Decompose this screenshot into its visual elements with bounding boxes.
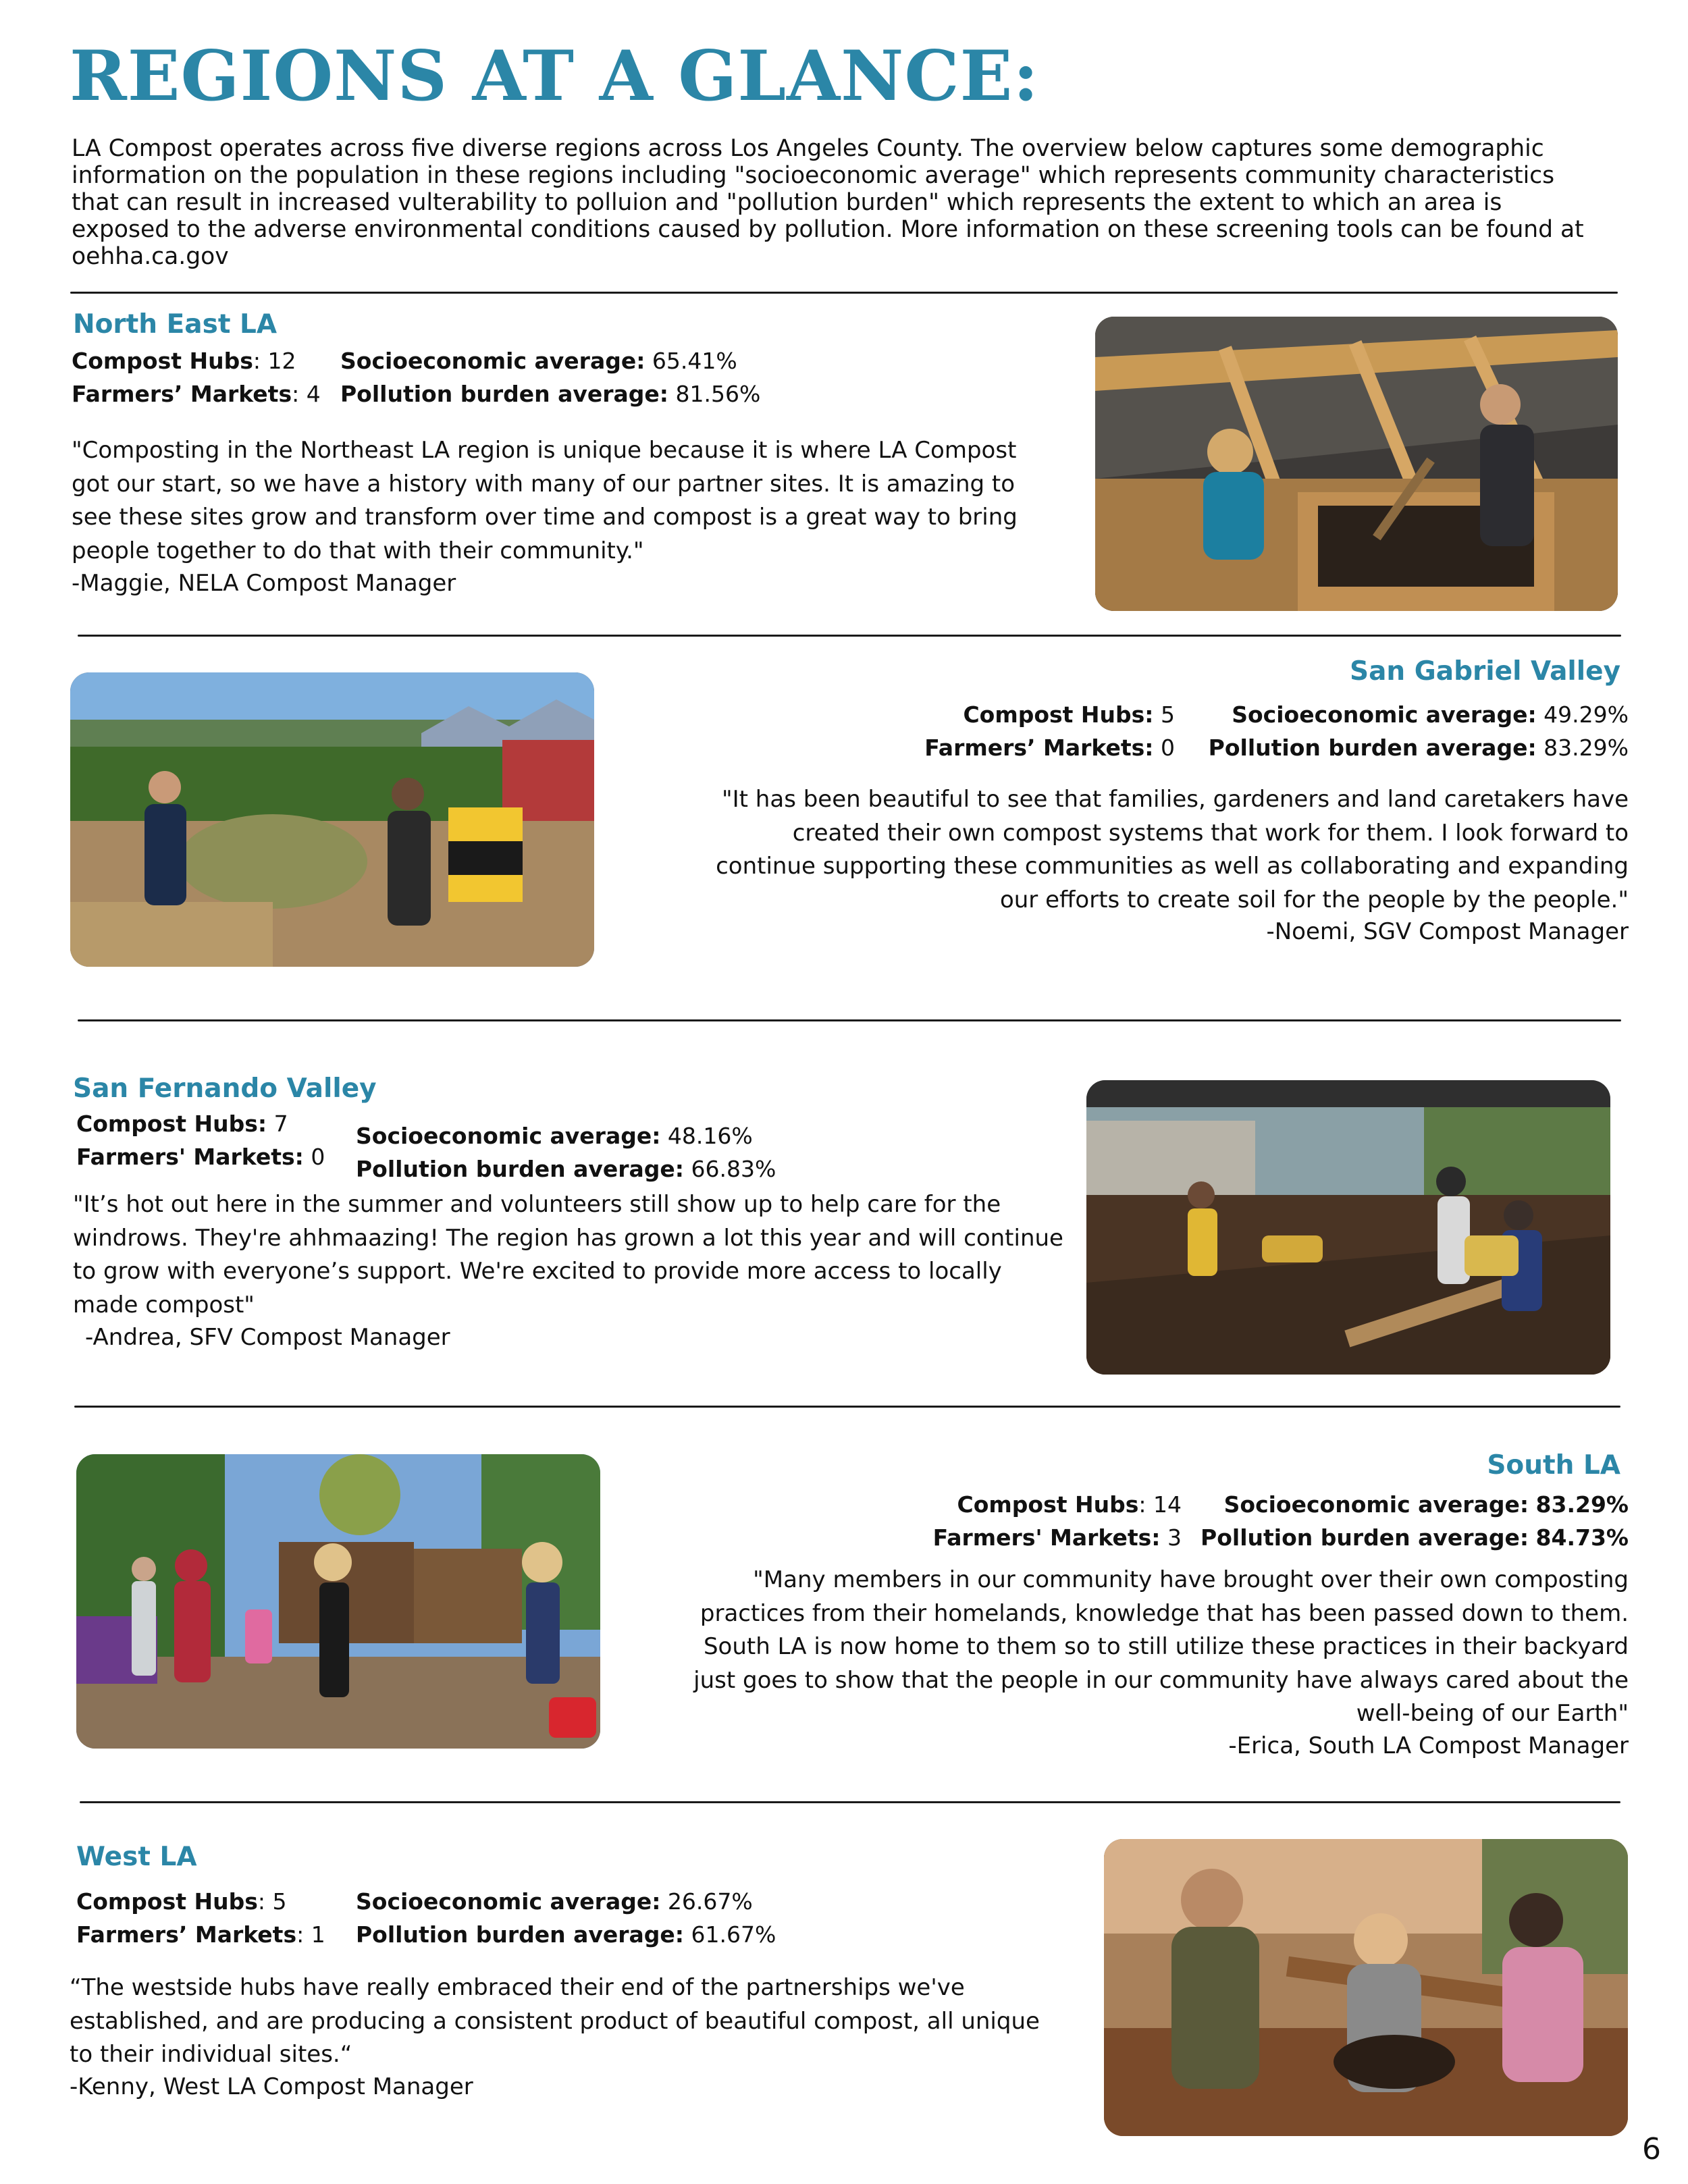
region-quote: "Composting in the Northeast LA region is unique because it is where LA Compost got our start, so we have a history with many of our partner sites. It is amazing to see these sites grow and transform over time and compost is a great way to bring people together to do that with their community." bbox=[72, 437, 1018, 564]
backyard-compost-photo bbox=[76, 1454, 600, 1749]
markets-value: 3 bbox=[1167, 1524, 1182, 1551]
region-quote: "It has been beautiful to see that families, gardeners and land caretakers have created their own compost systems that work for them. I look forward to continue supporting these communities as well as collaborating and expanding our efforts to create soil for the people by the people." bbox=[716, 786, 1629, 913]
markets-label: Farmers' Markets bbox=[932, 1524, 1152, 1551]
region-north-east-la bbox=[73, 309, 277, 341]
region-south-la bbox=[1283, 1450, 1620, 1482]
hubs-label: Compost Hubs bbox=[76, 1888, 258, 1915]
page-title: REGIONS AT A GLANCE: bbox=[70, 36, 1039, 117]
region-stats-san-gabriel-valley: Compost Hubs: 5 Farmers’ Markets: 0 bbox=[924, 701, 1175, 761]
socio-label: Socioeconomic average: bbox=[356, 1123, 661, 1149]
region-name: West LA bbox=[76, 1842, 197, 1872]
socio-label: Socioeconomic average: bbox=[356, 1888, 661, 1915]
region-name: North East LA bbox=[73, 309, 278, 340]
hubs-value: 12 bbox=[267, 348, 296, 374]
pollution-label: Pollution burden average: bbox=[1208, 735, 1537, 761]
hubs-value: 5 bbox=[272, 1888, 287, 1915]
region-quote-attribution: -Noemi, SGV Compost Manager bbox=[1266, 918, 1629, 945]
windrow-volunteers-photo bbox=[1086, 1080, 1610, 1375]
region-name: South LA bbox=[1487, 1450, 1620, 1481]
region-photo-west-la bbox=[1104, 1839, 1628, 2136]
socio-value: 48.16% bbox=[667, 1123, 753, 1149]
pollution-value: 83.29% bbox=[1544, 735, 1629, 761]
region-stats-san-fernando-valley: Compost Hubs: 7 Farmers' Markets: 0 bbox=[76, 1111, 325, 1170]
socio-label: Socioeconomic average: bbox=[1232, 701, 1537, 728]
page-number: 6 bbox=[1642, 2132, 1661, 2166]
region-quote-attribution: -Kenny, West LA Compost Manager bbox=[70, 2073, 473, 2100]
region-quote-attribution: -Erica, South LA Compost Manager bbox=[1228, 1732, 1629, 1759]
region-photo-south-la bbox=[76, 1454, 600, 1749]
pollution-label: Pollution burden average: bbox=[356, 1921, 684, 1948]
pollution-label: Pollution burden average: bbox=[1201, 1524, 1529, 1551]
region-west-la bbox=[76, 1842, 197, 1873]
pollution-value: 81.56% bbox=[675, 381, 761, 407]
garden-workers-photo bbox=[70, 672, 594, 967]
hubs-label: Compost Hubs bbox=[72, 348, 253, 374]
markets-label: Farmers’ Markets bbox=[76, 1921, 297, 1948]
sifting-compost-photo bbox=[1104, 1839, 1628, 2136]
divider bbox=[78, 635, 1621, 637]
markets-value: 4 bbox=[306, 381, 321, 407]
region-quote: "It’s hot out here in the summer and volunteers still show up to help care for the windrows. They're ahhmaazing! The region has grown a lot this year and will continue to grow with everyone’s support. We're excited to provide more access to locally made compost" bbox=[73, 1191, 1063, 1319]
socio-label: Socioeconomic average: bbox=[340, 348, 645, 374]
region-stats-north-east-la: Compost Hubs: 12 Farmers’ Markets: 4 bbox=[72, 348, 321, 407]
socio-value: 26.67% bbox=[667, 1888, 753, 1915]
divider bbox=[78, 1019, 1621, 1021]
pollution-value: 61.67% bbox=[691, 1921, 776, 1948]
intro-paragraph: LA Compost operates across five diverse regions across Los Angeles County. The overview below captures some demographic information on the population in these regions including "socioeconomic average" which represents community characteristics that can result in increased vulterability to polluion and "pollution burden" which represents the extent to which an area is exposed to the adverse environmental conditions caused by pollution. More information on these screening tools can be found at oehha.ca.gov bbox=[72, 135, 1584, 270]
region-averages-san-gabriel-valley bbox=[1182, 698, 1629, 764]
socio-value: 65.41% bbox=[652, 348, 737, 374]
compost-bin-photo bbox=[1095, 317, 1618, 611]
region-quote-attribution: -Maggie, NELA Compost Manager bbox=[72, 570, 456, 597]
socio-value: 49.29% bbox=[1544, 701, 1629, 728]
pollution-value: 84.73% bbox=[1535, 1524, 1629, 1551]
region-stats-south-la: Compost Hubs: 14 Farmers' Markets: 3 bbox=[932, 1491, 1182, 1551]
pollution-label: Pollution burden average: bbox=[356, 1156, 684, 1182]
markets-value: 0 bbox=[311, 1144, 325, 1170]
hubs-value: 14 bbox=[1153, 1491, 1182, 1518]
region-photo-san-gabriel-valley bbox=[70, 672, 594, 967]
region-name: San Gabriel Valley bbox=[1350, 656, 1620, 687]
hubs-label: Compost Hubs bbox=[963, 701, 1145, 728]
region-quote: “The westside hubs have really embraced their end of the partnerships we've established, and are producing a consistent product of beautiful compost, all unique to their individual sites.“ bbox=[70, 1974, 1040, 2068]
region-san-gabriel-valley bbox=[1148, 656, 1620, 688]
region-quote-attribution: -Andrea, SFV Compost Manager bbox=[85, 1324, 450, 1351]
divider bbox=[74, 1406, 1620, 1408]
hubs-label: Compost Hubs bbox=[76, 1111, 258, 1137]
markets-label: Farmers' Markets bbox=[76, 1144, 295, 1170]
pollution-label: Pollution burden average: bbox=[340, 381, 668, 407]
socio-label: Socioeconomic average: bbox=[1223, 1491, 1529, 1518]
markets-label: Farmers’ Markets bbox=[72, 381, 292, 407]
region-name: San Fernando Valley bbox=[73, 1073, 377, 1104]
pollution-value: 66.83% bbox=[691, 1156, 776, 1182]
region-quote: "Many members in our community have brought over their own composting practices from their homelands, knowledge that has been passed down to them. South LA is now home to them so to still utilize these practices in their backyard just goes to show that the people in our community have always cared about the well-being of our Earth" bbox=[693, 1566, 1629, 1727]
hubs-label: Compost Hubs bbox=[957, 1491, 1139, 1518]
region-san-fernando-valley bbox=[73, 1073, 377, 1105]
divider bbox=[80, 1801, 1620, 1803]
markets-label: Farmers’ Markets bbox=[924, 735, 1145, 761]
region-photo-north-east-la bbox=[1095, 317, 1618, 611]
divider bbox=[70, 292, 1618, 294]
hubs-value: 7 bbox=[273, 1111, 288, 1137]
region-averages-north-east-la bbox=[340, 344, 760, 410]
socio-value: 83.29% bbox=[1535, 1491, 1629, 1518]
region-averages-san-fernando-valley bbox=[356, 1119, 776, 1186]
markets-value: 0 bbox=[1161, 735, 1175, 761]
region-stats-west-la: Compost Hubs: 5 Farmers’ Markets: 1 bbox=[76, 1888, 325, 1948]
hubs-value: 5 bbox=[1161, 701, 1175, 728]
region-photo-san-fernando-valley bbox=[1086, 1080, 1610, 1375]
region-averages-west-la bbox=[356, 1885, 776, 1951]
markets-value: 1 bbox=[311, 1921, 325, 1948]
region-averages-south-la bbox=[1188, 1488, 1629, 1554]
